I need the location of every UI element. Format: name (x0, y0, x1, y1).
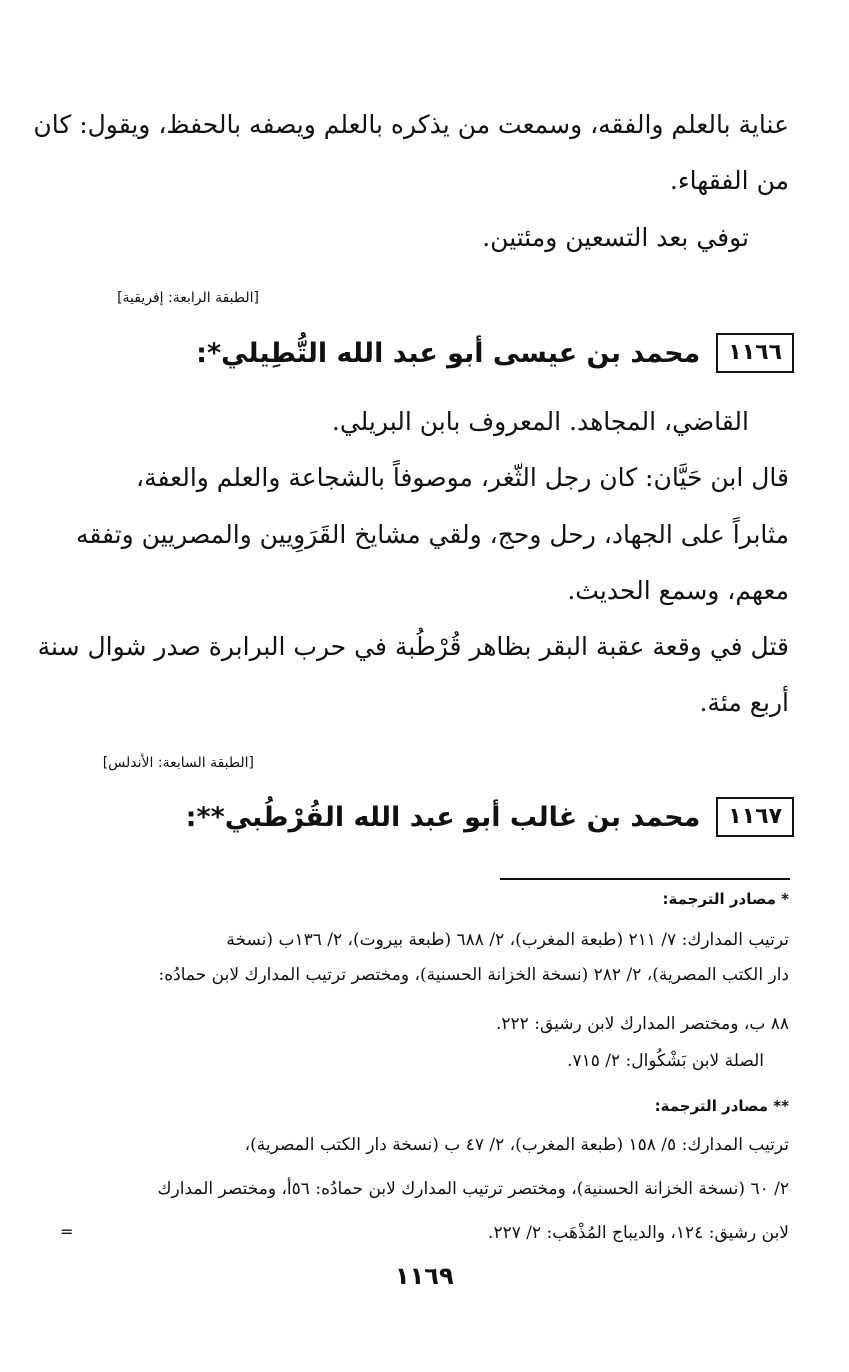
footnote-2-line-2: ٢/ ٦٠ (نسخة الخزانة الحسنية)، ومختصر ترتيب المدارك لابن حمادُه: ٥٦أ، ومختصر المدارك (157, 1179, 789, 1199)
footnote-1-line-3: ٨٨ ب، ومختصر المدارك لابن رشيق: ٢٢٢. (496, 1014, 789, 1034)
class-tag-1166: [الطبقة الرابعة: إفريقية] (117, 290, 259, 306)
entry-1166-line-6: أربع مئة. (699, 688, 789, 717)
footnote-2-line-1: ترتيب المدارك: ٥/ ١٥٨ (طبعة المغرب)، ٢/ ٤٧ ب (نسخة دار الكتب المصرية)، (244, 1135, 789, 1155)
footnote-1-line-4: الصلة لابن بَشْكُوال: ٢/ ٧١٥. (567, 1051, 764, 1071)
entry-title-1167: محمد بن غالب أبو عبد الله القُرْطُبي**: (185, 801, 701, 833)
footnote-1-line-2: دار الكتب المصرية)، ٢/ ٢٨٢ (نسخة الخزانة الحسنية)، ومختصر ترتيب المدارك لابن حمادُه: (158, 965, 789, 985)
entry-1166-line-1: القاضي، المجاهد. المعروف بابن البريلي. (331, 407, 749, 436)
entry-1166-line-4: معهم، وسمع الحديث. (567, 576, 789, 605)
margin-mark: = (60, 1222, 74, 1241)
footnote-2-line-3: لابن رشيق: ١٢٤، والديباج المُذْهَب: ٢/ ٢٢٧. (488, 1223, 789, 1243)
entry-title-1166: محمد بن عيسى أبو عبد الله التُّطِيلي*: (196, 337, 701, 369)
intro-line-1: عناية بالعلم والفقه، وسمعت من يذكره بالعلم ويصفه بالحفظ، ويقول: كان (33, 110, 789, 139)
entry-1166-line-2: قال ابن حَيَّان: كان رجل الثّغر، موصوفاً بالشجاعة والعلم والعفة، (136, 463, 789, 492)
footnote-2-heading: ** مصادر الترجمة: (654, 1097, 789, 1115)
entry-number-1167: ١١٦٧ (716, 797, 794, 837)
entry-1166-line-3: مثابراً على الجهاد، رحل وحج، ولقي مشايخ القَرَوِيين والمصريين وتفقه (75, 520, 789, 549)
intro-line-2: من الفقهاء. (669, 166, 789, 195)
entry-number-1166: ١١٦٦ (716, 333, 794, 373)
footnote-rule (500, 878, 790, 880)
class-tag-1167: [الطبقة السابعة: الأندلس] (102, 755, 254, 771)
entry-heading-1167 (54, 797, 794, 837)
intro-line-3: توفي بعد التسعين ومئتين. (482, 223, 749, 252)
entry-heading-1166 (54, 333, 794, 373)
entry-1166-line-5: قتل في وقعة عقبة البقر بظاهر قُرْطُبة في حرب البرابرة صدر شوال سنة (37, 632, 789, 661)
footnote-1-line-1: ترتيب المدارك: ٧/ ٢١١ (طبعة المغرب)، ٢/ ٦٨٨ (طبعة بيروت)، ٢/ ١٣٦ب (نسخة (226, 930, 789, 950)
page-number: ١١٦٩ (395, 1262, 454, 1290)
footnote-1-heading: * مصادر الترجمة: (662, 890, 789, 908)
